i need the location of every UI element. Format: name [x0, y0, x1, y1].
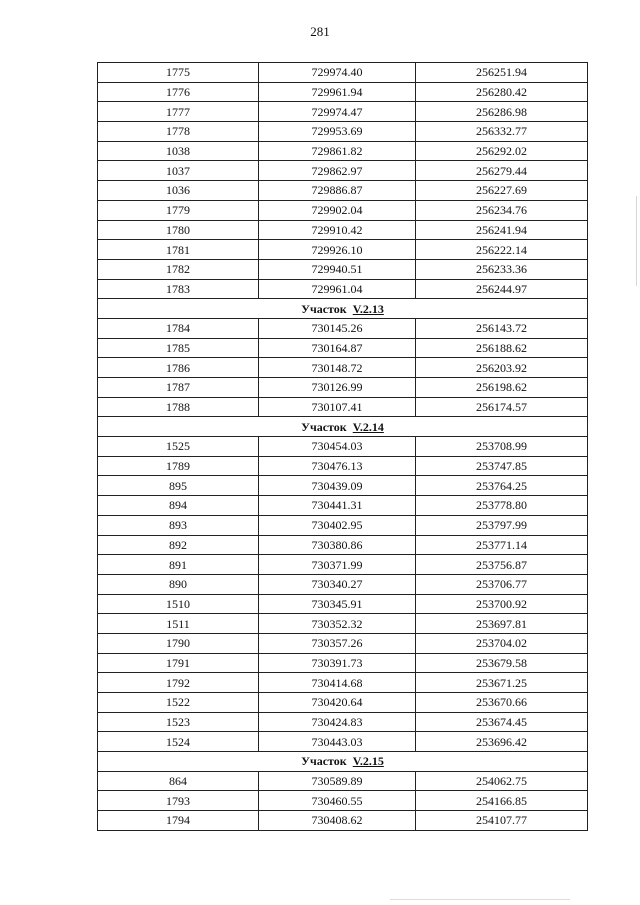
y-coordinate-cell: 256280.42 [416, 82, 588, 102]
table-row [98, 574, 588, 594]
point-number-cell: 1783 [98, 279, 259, 299]
section-label: Участок [301, 301, 347, 316]
point-number-cell: 1775 [98, 63, 259, 83]
point-number-cell: 1788 [98, 397, 259, 417]
table-row [98, 259, 588, 279]
table-row [98, 811, 588, 831]
point-number-cell: 1777 [98, 102, 259, 122]
point-number-cell: 1782 [98, 259, 259, 279]
y-coordinate-cell: 256234.76 [416, 200, 588, 220]
point-number-cell: 1038 [98, 141, 259, 161]
y-coordinate-cell: 256241.94 [416, 220, 588, 240]
x-coordinate-cell: 730148.72 [259, 358, 416, 378]
y-coordinate-cell: 256188.62 [416, 338, 588, 358]
y-coordinate-cell: 253670.66 [416, 693, 588, 713]
scan-artifact-line [636, 196, 637, 286]
point-number-cell: 1523 [98, 712, 259, 732]
y-coordinate-cell: 253679.58 [416, 653, 588, 673]
x-coordinate-cell: 730424.83 [259, 712, 416, 732]
x-coordinate-cell: 730441.31 [259, 496, 416, 516]
point-number-cell: 1510 [98, 594, 259, 614]
point-number-cell: 1776 [98, 82, 259, 102]
point-number-cell: 1525 [98, 437, 259, 457]
table-row [98, 673, 588, 693]
y-coordinate-cell: 253697.81 [416, 614, 588, 634]
page-number: 281 [310, 24, 330, 39]
point-number-cell: 1778 [98, 122, 259, 142]
x-coordinate-cell: 729974.40 [259, 63, 416, 83]
x-coordinate-cell: 730340.27 [259, 574, 416, 594]
table-row [98, 63, 588, 83]
section-code: V.2.14 [352, 419, 384, 434]
table-row [98, 476, 588, 496]
x-coordinate-cell: 729961.94 [259, 82, 416, 102]
section-header-row [98, 417, 588, 437]
y-coordinate-cell: 254062.75 [416, 771, 588, 791]
point-number-cell: 1524 [98, 732, 259, 752]
y-coordinate-cell: 253747.85 [416, 456, 588, 476]
x-coordinate-cell: 730357.26 [259, 633, 416, 653]
table-row [98, 181, 588, 201]
section-header [98, 417, 588, 437]
table-row [98, 397, 588, 417]
point-number-cell: 1793 [98, 791, 259, 811]
table-row [98, 240, 588, 260]
table-row [98, 378, 588, 398]
x-coordinate-cell: 730589.89 [259, 771, 416, 791]
section-code: V.2.15 [352, 754, 384, 769]
table-row [98, 318, 588, 338]
y-coordinate-cell: 253704.02 [416, 633, 588, 653]
table-row [98, 653, 588, 673]
point-number-cell: 1781 [98, 240, 259, 260]
table-row [98, 122, 588, 142]
x-coordinate-cell: 729862.97 [259, 161, 416, 181]
section-header-row [98, 299, 588, 319]
table-row [98, 220, 588, 240]
y-coordinate-cell: 254166.85 [416, 791, 588, 811]
x-coordinate-cell: 729953.69 [259, 122, 416, 142]
table-row [98, 515, 588, 535]
y-coordinate-cell: 253771.14 [416, 535, 588, 555]
y-coordinate-cell: 253706.77 [416, 574, 588, 594]
point-number-cell: 893 [98, 515, 259, 535]
y-coordinate-cell: 253756.87 [416, 555, 588, 575]
table-row [98, 496, 588, 516]
x-coordinate-cell: 730126.99 [259, 378, 416, 398]
y-coordinate-cell: 256174.57 [416, 397, 588, 417]
x-coordinate-cell: 730380.86 [259, 535, 416, 555]
table-row [98, 594, 588, 614]
point-number-cell: 1511 [98, 614, 259, 634]
x-coordinate-cell: 729974.47 [259, 102, 416, 122]
table-row [98, 102, 588, 122]
y-coordinate-cell: 253700.92 [416, 594, 588, 614]
point-number-cell: 1780 [98, 220, 259, 240]
y-coordinate-cell: 256292.02 [416, 141, 588, 161]
y-coordinate-cell: 256203.92 [416, 358, 588, 378]
point-number-cell: 864 [98, 771, 259, 791]
y-coordinate-cell: 253778.80 [416, 496, 588, 516]
y-coordinate-cell: 253708.99 [416, 437, 588, 457]
table-row [98, 456, 588, 476]
point-number-cell: 890 [98, 574, 259, 594]
x-coordinate-cell: 729910.42 [259, 220, 416, 240]
point-number-cell: 1785 [98, 338, 259, 358]
x-coordinate-cell: 730145.26 [259, 318, 416, 338]
x-coordinate-cell: 730476.13 [259, 456, 416, 476]
table-row [98, 732, 588, 752]
table-row [98, 712, 588, 732]
y-coordinate-cell: 256332.77 [416, 122, 588, 142]
table-row [98, 633, 588, 653]
table-row [98, 437, 588, 457]
y-coordinate-cell: 256143.72 [416, 318, 588, 338]
point-number-cell: 891 [98, 555, 259, 575]
section-label: Участок [301, 419, 347, 434]
table-row [98, 141, 588, 161]
table-row [98, 693, 588, 713]
point-number-cell: 1784 [98, 318, 259, 338]
x-coordinate-cell: 730443.03 [259, 732, 416, 752]
x-coordinate-cell: 730454.03 [259, 437, 416, 457]
table-row [98, 614, 588, 634]
point-number-cell: 894 [98, 496, 259, 516]
x-coordinate-cell: 730371.99 [259, 555, 416, 575]
x-coordinate-cell: 729861.82 [259, 141, 416, 161]
y-coordinate-cell: 253674.45 [416, 712, 588, 732]
table-row [98, 535, 588, 555]
point-number-cell: 1789 [98, 456, 259, 476]
point-number-cell: 1522 [98, 693, 259, 713]
y-coordinate-cell: 253764.25 [416, 476, 588, 496]
x-coordinate-cell: 730439.09 [259, 476, 416, 496]
x-coordinate-cell: 729902.04 [259, 200, 416, 220]
x-coordinate-cell: 730164.87 [259, 338, 416, 358]
table-row [98, 358, 588, 378]
x-coordinate-cell: 730345.91 [259, 594, 416, 614]
section-header [98, 299, 588, 319]
point-number-cell: 1791 [98, 653, 259, 673]
x-coordinate-cell: 729961.04 [259, 279, 416, 299]
y-coordinate-cell: 256244.97 [416, 279, 588, 299]
section-header-row [98, 752, 588, 772]
table-row [98, 338, 588, 358]
x-coordinate-cell: 730402.95 [259, 515, 416, 535]
y-coordinate-cell: 256233.36 [416, 259, 588, 279]
x-coordinate-cell: 730107.41 [259, 397, 416, 417]
x-coordinate-cell: 730352.32 [259, 614, 416, 634]
table-row [98, 161, 588, 181]
table-row [98, 279, 588, 299]
point-number-cell: 1036 [98, 181, 259, 201]
x-coordinate-cell: 730414.68 [259, 673, 416, 693]
point-number-cell: 1037 [98, 161, 259, 181]
x-coordinate-cell: 729940.51 [259, 259, 416, 279]
x-coordinate-cell: 729886.87 [259, 181, 416, 201]
coordinates-table-body [98, 63, 588, 831]
y-coordinate-cell: 253797.99 [416, 515, 588, 535]
scan-artifact-line [390, 899, 570, 900]
y-coordinate-cell: 256251.94 [416, 63, 588, 83]
point-number-cell: 1787 [98, 378, 259, 398]
y-coordinate-cell: 256227.69 [416, 181, 588, 201]
table-row [98, 791, 588, 811]
x-coordinate-cell: 730408.62 [259, 811, 416, 831]
y-coordinate-cell: 253696.42 [416, 732, 588, 752]
x-coordinate-cell: 729926.10 [259, 240, 416, 260]
point-number-cell: 1779 [98, 200, 259, 220]
x-coordinate-cell: 730460.55 [259, 791, 416, 811]
y-coordinate-cell: 253671.25 [416, 673, 588, 693]
point-number-cell: 1790 [98, 633, 259, 653]
y-coordinate-cell: 256286.98 [416, 102, 588, 122]
table-row [98, 555, 588, 575]
y-coordinate-cell: 254107.77 [416, 811, 588, 831]
x-coordinate-cell: 730391.73 [259, 653, 416, 673]
point-number-cell: 1792 [98, 673, 259, 693]
table-row [98, 82, 588, 102]
section-header [98, 752, 588, 772]
table-row [98, 200, 588, 220]
point-number-cell: 1786 [98, 358, 259, 378]
point-number-cell: 892 [98, 535, 259, 555]
table-row [98, 771, 588, 791]
x-coordinate-cell: 730420.64 [259, 693, 416, 713]
point-number-cell: 1794 [98, 811, 259, 831]
y-coordinate-cell: 256222.14 [416, 240, 588, 260]
section-code: V.2.13 [352, 301, 384, 316]
y-coordinate-cell: 256198.62 [416, 378, 588, 398]
coordinates-table [97, 62, 588, 831]
section-label: Участок [301, 754, 347, 769]
y-coordinate-cell: 256279.44 [416, 161, 588, 181]
point-number-cell: 895 [98, 476, 259, 496]
